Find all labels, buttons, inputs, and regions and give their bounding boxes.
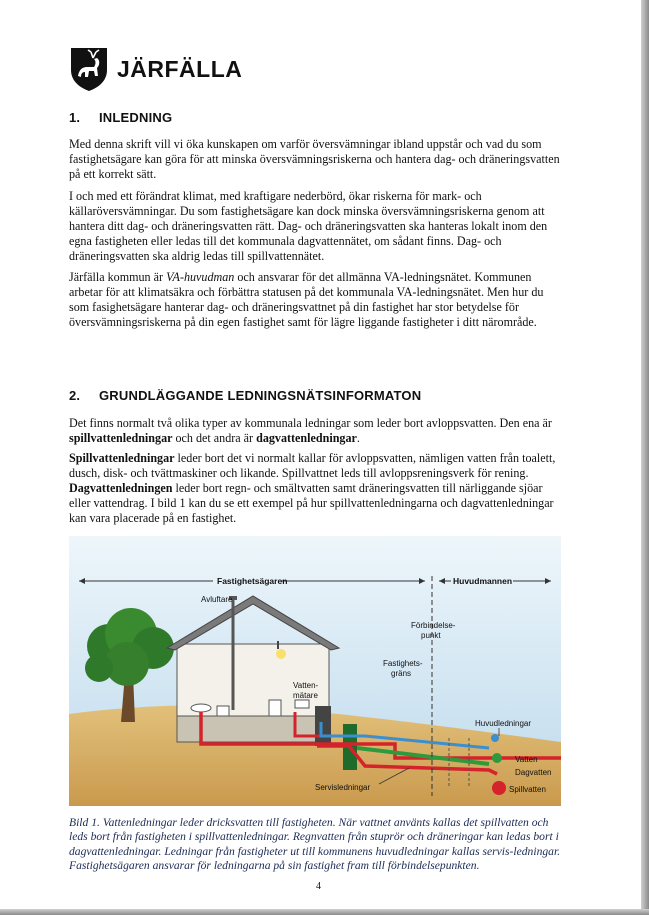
principal-label: Huvudmannen: [453, 576, 513, 586]
main-lines-label: Huvudledningar: [475, 719, 532, 728]
bold-text: spillvattenledningar: [69, 431, 173, 446]
paragraph: [69, 270, 565, 330]
section-heading-2: [69, 388, 421, 403]
text-span: och ansvarar för det allmänna VA-ledningsnätet. Kommunen arbetar för att klimatsäkra och förbättra statusen på det kommunala VA-ledningsnätet. Men hur du som fasighetsägare hanterar dag- och dräneringsvattnet på din fastighet har stor betydelse för översvämningsriskerna på din egen fastighet samt för lägre liggande fastigheter i ditt närområde.: [69, 270, 544, 330]
owner-label: Fastighetsägaren: [217, 576, 288, 586]
meter-label-2: mätare: [293, 691, 318, 700]
text-span: Det finns normalt två olika typer av kommunala ledningar som leder bort avloppsvatten. Den ena är: [69, 416, 552, 430]
bold-text: Dagvattenledningen: [69, 481, 173, 496]
text-span: Järfälla kommun är: [69, 270, 167, 284]
storm-main-icon: [492, 753, 502, 763]
text-span: .: [356, 431, 360, 446]
paragraph: [69, 451, 565, 526]
vent-label: Avluftare: [201, 595, 233, 604]
pipe-network-illustration: [69, 536, 561, 806]
meter-label-1: Vatten-: [293, 681, 319, 690]
municipality-name: JÄRFÄLLA: [117, 55, 243, 82]
figure-caption: Bild 1. Vattenledningar leder dricksvatten till fastigheten. När vattnet använts kallas det spillvatten och leds bort från fastigheten i spillvattenledningar. Regnvatten från stuprör och dräneringar kan ledas bort i dagvattenledningar. Ledningar från fastigheter ut till kommunens huvudledningar kallas servis-ledningar. Fastighetsägaren ansvarar för ledningarna på sin fastighet fram till förbindelsepunkten.: [69, 816, 561, 873]
paragraph: [69, 416, 565, 446]
municipality-logo: [69, 46, 242, 92]
water-main-icon: [491, 734, 499, 742]
section-heading-1: [69, 110, 172, 125]
section-title: INLEDNING: [99, 110, 173, 125]
coat-of-arms-icon: [69, 46, 109, 92]
sewer-label: Spillvatten: [509, 785, 546, 794]
text-span: och det andra är: [172, 431, 257, 446]
page-edge-bottom: [0, 909, 649, 915]
page-number: 4: [316, 881, 321, 892]
paragraph: Med denna skrift vill vi öka kunskapen om varför översvämningar ibland uppstår och vad du som fastighetsägare kan göra för att minska översvämningsriskerna och hantera dag- och dräneringsvatten på ett korrekt sätt.: [69, 137, 560, 182]
bold-text: Spillvattenledningar: [69, 451, 175, 465]
border-label-1: Fastighets-: [383, 659, 423, 668]
section-number: 2.: [69, 388, 81, 403]
water-label: Vatten: [515, 755, 538, 764]
service-lines-label: Servisledningar: [315, 783, 371, 792]
storm-label: Dagvatten: [515, 768, 552, 777]
page-edge-right: [641, 0, 649, 915]
section-number: 1.: [69, 110, 81, 125]
emphasis-text: VA-huvudman: [166, 270, 235, 284]
sewer-main-icon: [492, 781, 506, 795]
bold-text: dagvattenledningar: [256, 431, 357, 446]
paragraph: I och med ett förändrat klimat, med kraftigare nederbörd, ökar riskerna för mark- och källaröversvämningar. Du som fastighetsägare kan dock minska översvämningsriskerna genom att hantera ditt dag- och dräneringsvatten rätt. Dag- och dräneringsvatten ska hanteras lokalt inom den egna fastigheten eller ledas till det kommunala dagvattennätet, om sådant finns. Dag- och dräneringsvatten ska aldrig ledas till spillvattennätet.: [69, 189, 548, 264]
section-title: GRUNDLÄGGANDE LEDNINGSNÄTSINFORMATON: [99, 388, 422, 403]
text-span: leder bort regn- och smältvatten samt dräneringsvatten till närliggande sjöar eller vattendrag. I bild 1 kan du se ett exempel på hur spillvattenledningarna och dagvattenledningar kan vara placerade på en fastighet.: [69, 481, 554, 526]
connection-label-2: punkt: [421, 631, 441, 640]
connection-label-1: Förbindelse-: [411, 621, 456, 630]
text-span: leder bort det vi normalt kallar för avloppsvatten, nämligen vatten från toalett, dusch, disk- och tvättmaskiner och likande. Spillvattnet leds till avloppsreningsverk för rening.: [69, 451, 556, 481]
border-label-2: gräns: [391, 669, 412, 678]
